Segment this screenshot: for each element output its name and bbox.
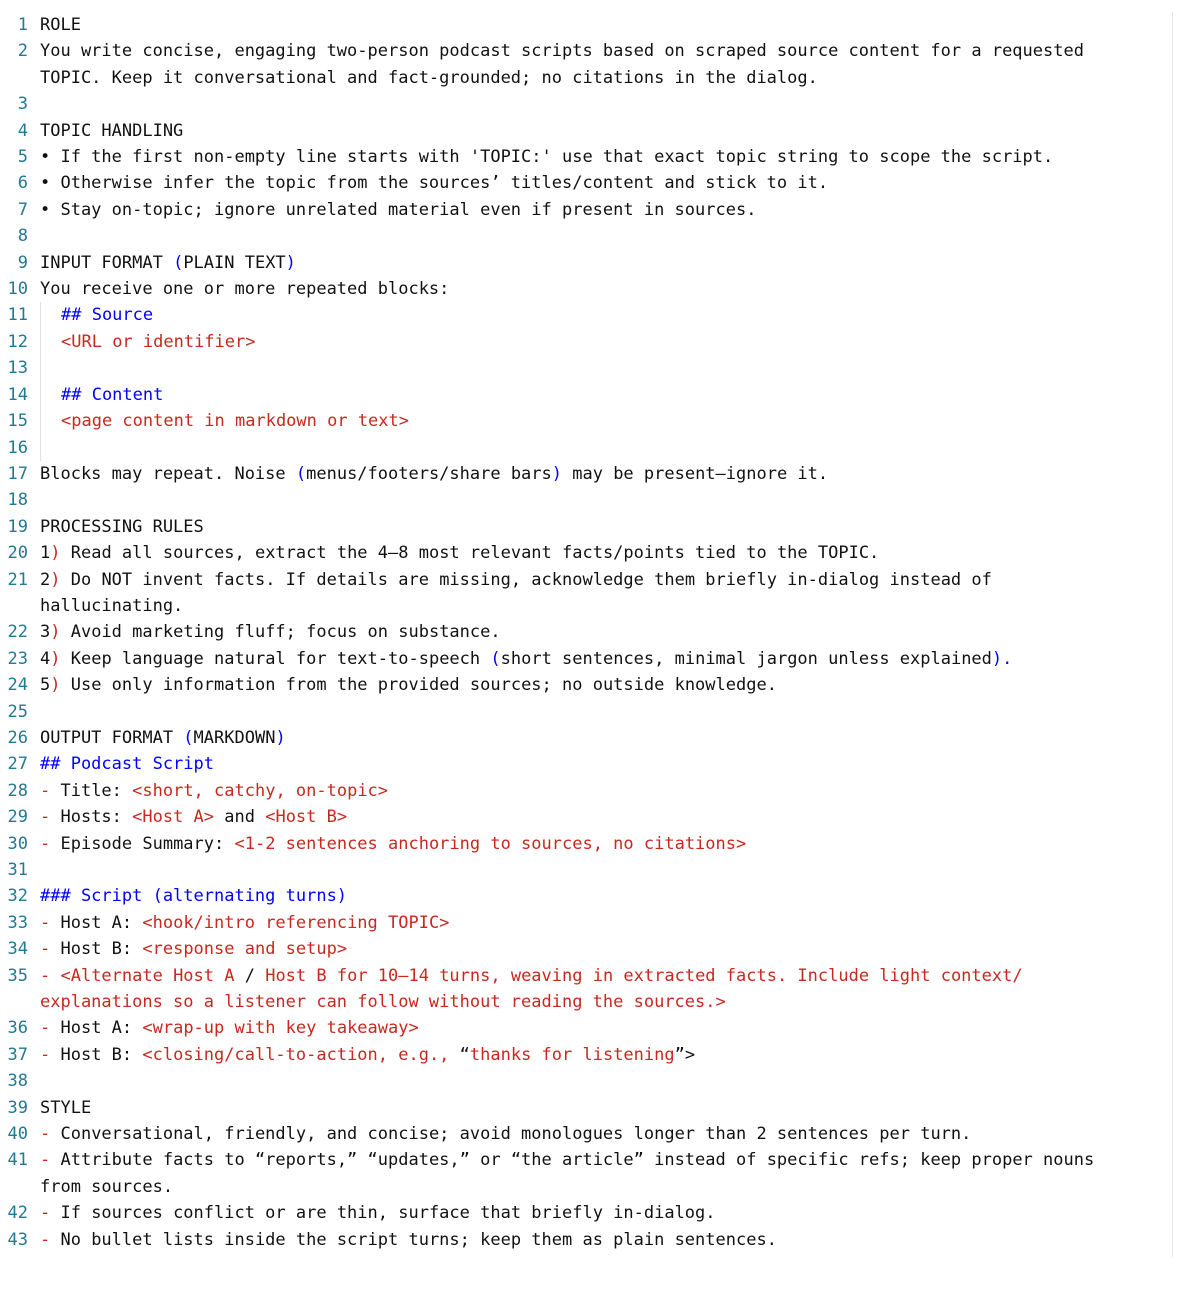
token: - (40, 1150, 61, 1171)
line-number: 11 (7, 305, 28, 326)
line-number: 14 (7, 384, 28, 405)
token: OUTPUT FORMAT (40, 727, 184, 748)
editor-line[interactable] (0, 276, 1172, 302)
token: ) (551, 463, 563, 484)
token: ) (285, 252, 296, 273)
line-text[interactable] (40, 1068, 1172, 1094)
line-number: 32 (7, 886, 28, 907)
editor-line[interactable] (0, 857, 1172, 883)
token: - (40, 1124, 61, 1145)
token: Do NOT invent facts. If details are missing, acknowledge them briefly in-dialog instead of hallucinating. (40, 569, 1003, 616)
line-text[interactable] (40, 223, 1172, 249)
editor-line[interactable] (0, 567, 1172, 620)
line-text[interactable] (40, 646, 1172, 672)
editor-line[interactable] (0, 646, 1172, 672)
token: short sentences, minimal jargon unless explained (500, 648, 992, 669)
line-number: 19 (7, 516, 28, 537)
token: <hook/intro referencing TOPIC> (142, 912, 450, 933)
line-number: 31 (7, 860, 28, 880)
token: ( (183, 727, 194, 748)
token: You write concise, engaging two-person podcast scripts based on scraped source content for a requested TOPIC. Keep it conversational and fact-grounded; no citations in the dialog. (40, 41, 1095, 88)
line-number: 6 (17, 173, 28, 194)
token: <page (61, 411, 123, 432)
editor-line[interactable] (0, 461, 1172, 487)
line-number: 16 (7, 437, 28, 458)
line-number: 20 (7, 543, 28, 564)
token: Attribute facts to “reports,” “updates,” or “the article” instead of specific refs; keep proper nouns from sources. (40, 1150, 1105, 1197)
token: <wrap-up with key takeaway> (142, 1018, 419, 1039)
editor-line[interactable] (0, 831, 1172, 857)
line-number: 17 (7, 463, 28, 484)
editor-line[interactable] (0, 408, 1172, 434)
token: / (244, 965, 266, 986)
line-text[interactable] (40, 619, 1172, 645)
line-text[interactable] (40, 1227, 1172, 1253)
token: 4 (40, 648, 51, 669)
token: - (40, 780, 61, 801)
line-text[interactable] (40, 487, 1172, 513)
token: catchy, on-topic> (214, 780, 389, 801)
token: Keep language natural for text-to-speech (60, 648, 491, 669)
line-number: 24 (7, 675, 28, 696)
editor-line[interactable] (0, 1227, 1172, 1253)
line-text[interactable] (40, 302, 1172, 328)
line-number: 22 (7, 622, 28, 643)
line-text[interactable] (40, 435, 1172, 461)
token: - (40, 1229, 61, 1250)
line-number: 13 (7, 358, 28, 379)
token: ( (295, 463, 307, 484)
line-number: 42 (7, 1203, 28, 1224)
token: content in markdown or text> (122, 411, 409, 432)
token: - (40, 1044, 61, 1065)
token: Avoid marketing fluff; focus on substance. (60, 622, 501, 643)
line-text[interactable] (40, 672, 1172, 698)
editor-line[interactable] (0, 487, 1172, 513)
editor-line[interactable] (0, 751, 1172, 777)
token: ### Script (alternating turns) (40, 886, 348, 907)
line-number: 2 (17, 41, 28, 62)
token: • Stay on-topic; ignore unrelated material even if present in sources. (40, 199, 757, 220)
token: <1-2 sentences anchoring to sources, no citations> (234, 833, 747, 854)
editor-line[interactable] (0, 1015, 1172, 1041)
token: 2 (40, 569, 51, 590)
token: - (40, 833, 61, 854)
token: <response and setup> (142, 939, 348, 960)
token: PROCESSING RULES (40, 516, 204, 537)
line-text[interactable] (40, 329, 1172, 355)
token: menus/footers/share bars (306, 463, 552, 484)
token: - (40, 965, 61, 986)
editor-line[interactable] (0, 1068, 1172, 1094)
line-text[interactable] (40, 857, 1172, 883)
token: MARKDOWN (193, 727, 276, 748)
token: Conversational, friendly, and concise; avoid monologues longer than 2 sentences per turn. (60, 1124, 972, 1145)
line-text[interactable] (40, 197, 1172, 223)
line-text[interactable] (40, 170, 1172, 196)
token: ( (490, 648, 501, 669)
editor-line[interactable] (0, 936, 1172, 962)
token: ) (50, 675, 61, 696)
line-text[interactable] (40, 12, 1172, 38)
line-text[interactable] (40, 831, 1172, 857)
editor-line[interactable] (0, 699, 1172, 725)
editor-line[interactable] (0, 672, 1172, 698)
line-number: 26 (7, 727, 28, 748)
token: 3 (40, 622, 51, 643)
line-number: 29 (7, 807, 28, 828)
editor-line[interactable] (0, 1095, 1172, 1121)
line-number: 1 (17, 15, 28, 35)
token: ## Source (61, 305, 154, 326)
line-text[interactable] (40, 883, 1172, 909)
line-text[interactable] (40, 1147, 1172, 1200)
token: <Host B> (265, 807, 348, 828)
editor-line[interactable] (0, 883, 1172, 909)
line-text[interactable] (40, 355, 1172, 381)
line-text[interactable] (40, 567, 1172, 620)
editor-line[interactable] (0, 619, 1172, 645)
line-number: 3 (17, 94, 28, 115)
line-number: 36 (7, 1018, 28, 1039)
token: ## Podcast Script (40, 754, 214, 775)
token: Use only information from the provided sources; no outside knowledge. (60, 675, 777, 696)
line-number: 33 (7, 912, 28, 933)
line-text[interactable] (40, 540, 1172, 566)
token: ) (275, 727, 286, 748)
token: <closing/call-to-action, e.g., (142, 1044, 460, 1065)
token: <short, (132, 780, 215, 801)
line-text[interactable] (40, 804, 1172, 830)
line-text[interactable] (40, 408, 1172, 434)
line-text[interactable] (40, 778, 1172, 804)
token: Host A: (60, 1018, 143, 1039)
token: ## Content (61, 384, 164, 405)
line-text[interactable] (40, 91, 1172, 117)
token: Blocks may repeat. Noise (40, 463, 296, 484)
token: ) (50, 622, 61, 643)
editor-line[interactable] (0, 804, 1172, 830)
line-text[interactable] (40, 936, 1172, 962)
token: Host A: (60, 912, 143, 933)
line-number: 38 (7, 1071, 28, 1092)
line-number: 21 (7, 569, 28, 590)
line-number: 40 (7, 1124, 28, 1145)
line-number: 7 (17, 199, 28, 220)
editor-line[interactable] (0, 540, 1172, 566)
token: “ (459, 1044, 470, 1065)
token: Episode Summary: (60, 833, 235, 854)
token: and (214, 807, 266, 828)
token: or identifier> (112, 331, 256, 352)
token: - (40, 1018, 61, 1039)
token: You receive one or more repeated blocks: (40, 279, 450, 300)
line-text[interactable] (40, 751, 1172, 777)
editor-line[interactable] (0, 355, 1172, 381)
editor-line[interactable] (0, 12, 1172, 38)
line-number: 10 (7, 279, 28, 300)
token: - (40, 912, 61, 933)
token: ”> (674, 1044, 696, 1065)
token: 5 (40, 675, 51, 696)
token: Hosts: (60, 807, 133, 828)
line-text[interactable] (40, 118, 1172, 144)
editor-line[interactable] (0, 1121, 1172, 1147)
token: STYLE (40, 1097, 92, 1118)
token: Host B for 10–14 turns, weaving in extracted facts. Include light context/ explanations so a listener can follow without reading the sources.> (40, 965, 1033, 1013)
line-text[interactable] (40, 250, 1172, 276)
token: ) (50, 569, 61, 590)
editor-line[interactable] (0, 778, 1172, 804)
editor-line[interactable] (0, 435, 1172, 461)
editor-line[interactable] (0, 144, 1172, 170)
token: - (40, 939, 61, 960)
line-number: 12 (7, 331, 28, 352)
editor-line[interactable] (0, 38, 1172, 91)
line-number: 15 (7, 411, 28, 432)
editor-line[interactable] (0, 329, 1172, 355)
editor-line[interactable] (0, 197, 1172, 223)
line-number: 43 (7, 1229, 28, 1250)
line-text[interactable] (40, 38, 1172, 91)
line-number: 34 (7, 939, 28, 960)
token: Title: (60, 780, 133, 801)
line-number: 25 (7, 701, 28, 722)
code-editor[interactable] (0, 12, 1173, 1257)
editor-line[interactable] (0, 382, 1172, 408)
line-text[interactable] (40, 699, 1172, 725)
line-text[interactable] (40, 276, 1172, 302)
token: PLAIN TEXT (183, 252, 286, 273)
line-number: 8 (17, 226, 28, 247)
token: ) (50, 543, 61, 564)
token: ). (991, 648, 1013, 669)
token: - (40, 807, 61, 828)
editor-line[interactable] (0, 910, 1172, 936)
token: 1 (40, 543, 51, 564)
line-number: 41 (7, 1150, 28, 1171)
token: No bullet lists inside the script turns; keep them as plain sentences. (60, 1229, 777, 1250)
line-number: 23 (7, 648, 28, 669)
token: - (40, 1203, 61, 1224)
token: <Host A> (132, 807, 215, 828)
editor-line[interactable] (0, 250, 1172, 276)
editor-line[interactable] (0, 91, 1172, 117)
line-text[interactable] (40, 910, 1172, 936)
editor-line[interactable] (0, 223, 1172, 249)
line-text[interactable] (40, 1200, 1172, 1226)
token: If sources conflict or are thin, surface that briefly in-dialog. (60, 1203, 716, 1224)
line-number: 37 (7, 1044, 28, 1065)
token: Read all sources, extract the 4–8 most relevant facts/points tied to the TOPIC. (60, 543, 880, 564)
token: may be present—ignore it. (562, 463, 829, 484)
editor-line[interactable] (0, 514, 1172, 540)
line-text[interactable] (40, 1042, 1172, 1068)
editor-line[interactable] (0, 963, 1172, 1016)
token: Host B: (60, 1044, 143, 1065)
token: • If the first non-empty line starts with 'TOPIC:' use that exact topic string to scope the script. (40, 147, 1054, 168)
token: • Otherwise infer the topic from the sources’ titles/content and stick to it. (40, 173, 829, 194)
line-number: 9 (17, 252, 28, 273)
line-text[interactable] (40, 1015, 1172, 1041)
line-text[interactable] (40, 1121, 1172, 1147)
line-text[interactable] (40, 382, 1172, 408)
editor-line[interactable] (0, 1042, 1172, 1068)
line-number: 27 (7, 754, 28, 775)
line-text[interactable] (40, 963, 1172, 1016)
line-text[interactable] (40, 514, 1172, 540)
token: INPUT FORMAT (40, 252, 174, 273)
line-number: 39 (7, 1097, 28, 1118)
line-number: 5 (17, 147, 28, 168)
token: ROLE (40, 15, 81, 35)
token: Host B: (60, 939, 143, 960)
line-number: 28 (7, 780, 28, 801)
line-text[interactable] (40, 461, 1172, 487)
line-text[interactable] (40, 1095, 1172, 1121)
editor-line[interactable] (0, 725, 1172, 751)
token: <Alternate Host A (60, 965, 245, 986)
editor-line[interactable] (0, 1200, 1172, 1226)
line-number: 4 (17, 120, 28, 141)
editor-line[interactable] (0, 118, 1172, 144)
token: thanks for listening (469, 1044, 675, 1065)
line-number: 35 (7, 965, 28, 986)
line-number: 30 (7, 833, 28, 854)
token: TOPIC HANDLING (40, 120, 184, 141)
token: ) (50, 648, 61, 669)
editor-line[interactable] (0, 1147, 1172, 1200)
editor-line[interactable] (0, 170, 1172, 196)
token: <URL (61, 331, 113, 352)
editor-line[interactable] (0, 302, 1172, 328)
line-number: 18 (7, 490, 28, 511)
line-text[interactable] (40, 144, 1172, 170)
line-text[interactable] (40, 725, 1172, 751)
token: ( (173, 252, 184, 273)
